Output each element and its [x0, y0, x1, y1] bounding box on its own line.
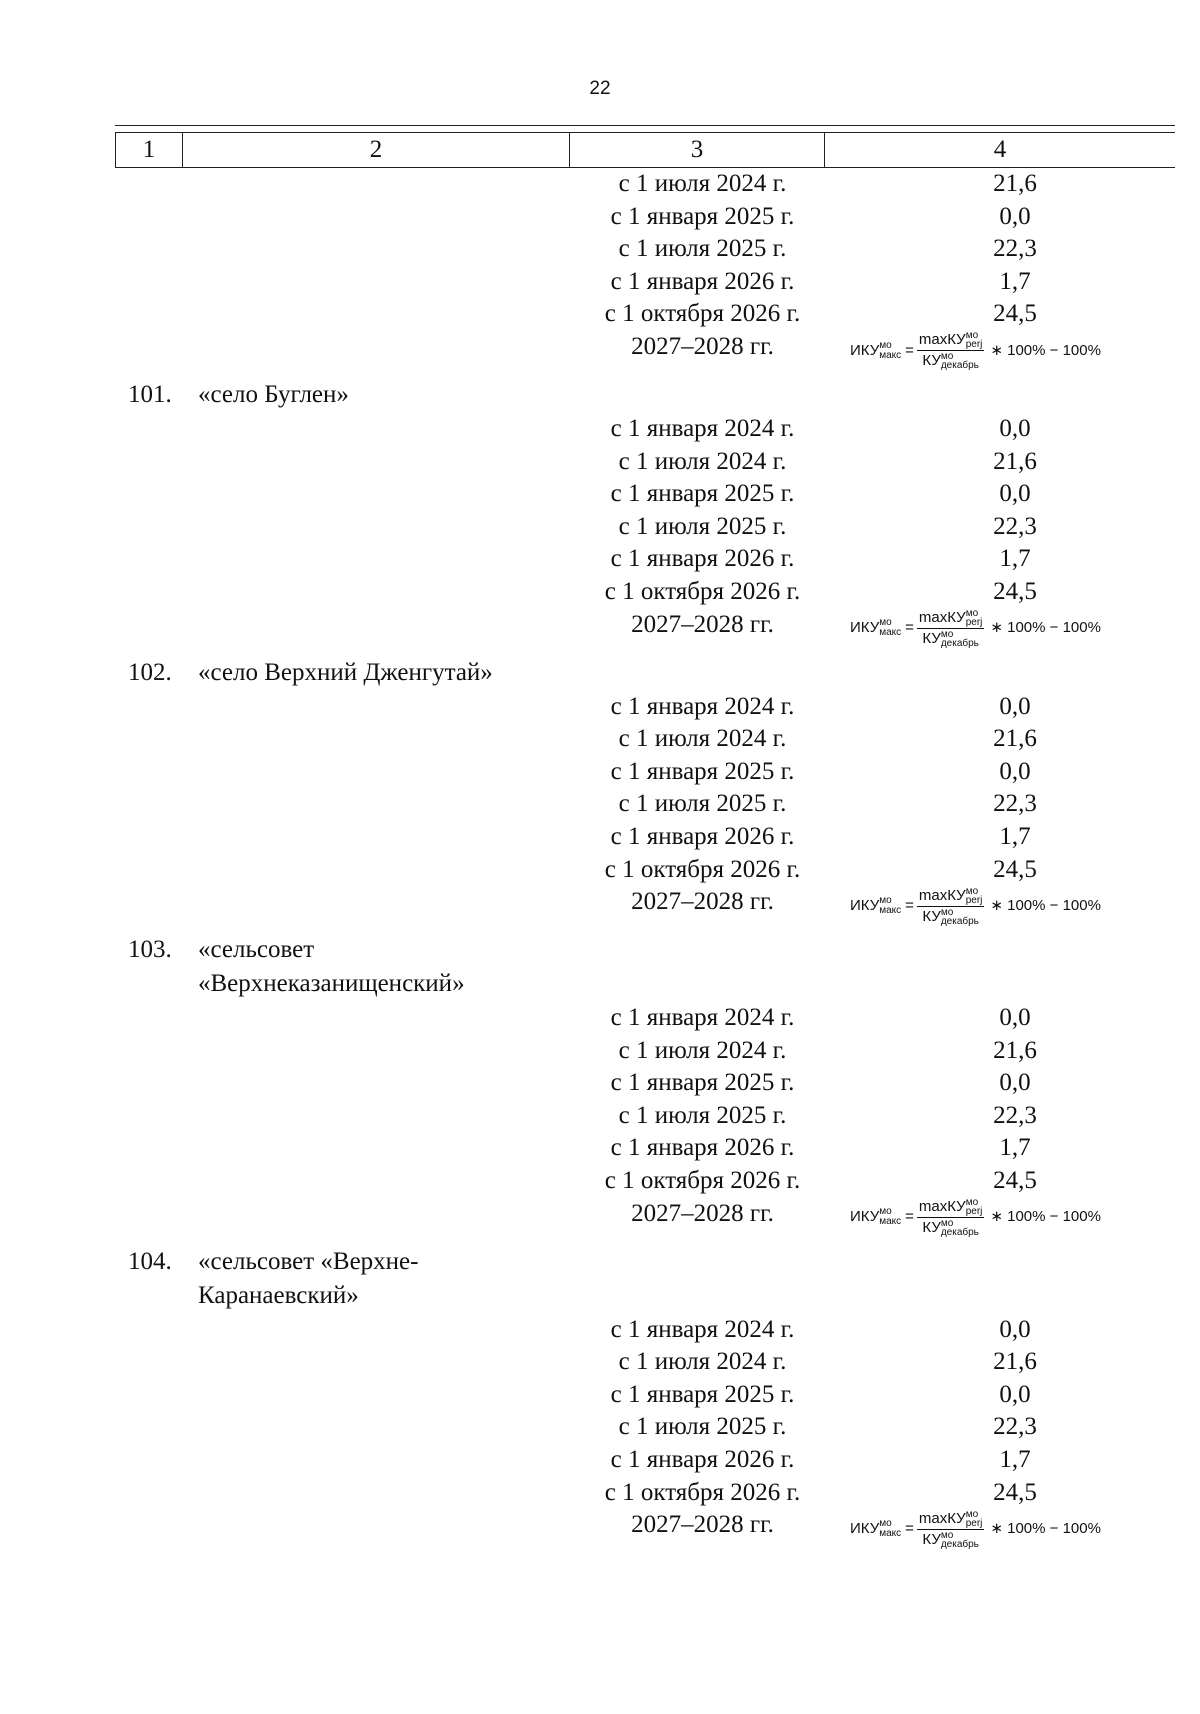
table-row — [0, 543, 1200, 576]
formula-fraction — [917, 609, 984, 648]
formula-period: 2027–2028 гг. — [631, 1511, 774, 1539]
formula-lhs: ИКУ мо макс — [850, 894, 902, 916]
period-date: с 1 июля 2025 г. — [618, 512, 787, 540]
table-row — [0, 1002, 1200, 1035]
period-date: с 1 июля 2024 г. — [618, 1036, 787, 1064]
index-value: 0,0 — [999, 202, 1031, 230]
header-col-4: 4 — [993, 136, 1007, 163]
entry-name: Каранаевский» — [198, 1281, 359, 1309]
table-row — [0, 1314, 1200, 1347]
table-row — [0, 756, 1200, 789]
formula-equals: = — [905, 1519, 914, 1537]
entry-number: 101. — [128, 380, 172, 408]
formula-numerator: maxКУ мо perj — [918, 1508, 983, 1529]
entry-label-row — [0, 1246, 1200, 1280]
period-date: с 1 января 2025 г. — [610, 757, 795, 785]
formula-row — [0, 1509, 1200, 1557]
period-date: с 1 января 2025 г. — [610, 480, 795, 508]
period-date: с 1 января 2026 г. — [610, 545, 795, 573]
tariff-formula — [850, 1192, 1180, 1244]
formula-equals: = — [905, 619, 914, 637]
formula-period: 2027–2028 гг. — [631, 1199, 774, 1227]
entry-number: 104. — [128, 1247, 172, 1275]
page-number: 22 — [589, 78, 611, 99]
formula-row — [0, 609, 1200, 657]
index-value: 0,0 — [999, 1380, 1031, 1408]
formula-period: 2027–2028 гг. — [631, 332, 774, 360]
index-value: 22,3 — [993, 1101, 1037, 1129]
formula-denominator: КУ мо декабрь — [922, 1218, 979, 1239]
index-value: 0,0 — [999, 1315, 1031, 1343]
period-date: с 1 октября 2026 г. — [604, 1167, 801, 1195]
formula-tail: ∗ 100% − 100% — [990, 1519, 1101, 1537]
table-row — [0, 413, 1200, 446]
header-col-1: 1 — [115, 133, 183, 167]
entry-number: 103. — [128, 936, 172, 964]
index-value: 1,7 — [999, 822, 1031, 850]
formula-denominator: КУ мо декабрь — [922, 629, 979, 650]
formula-fraction — [917, 1198, 984, 1237]
top-rule — [115, 125, 1175, 126]
index-value: 21,6 — [993, 447, 1037, 475]
period-date: с 1 июля 2024 г. — [618, 170, 787, 197]
table-row — [0, 723, 1200, 756]
period-date: с 1 июля 2025 г. — [618, 235, 787, 263]
table-row — [0, 233, 1200, 266]
period-date: с 1 июля 2025 г. — [618, 1413, 787, 1441]
entry-label-row — [0, 934, 1200, 968]
formula-equals: = — [905, 341, 914, 359]
formula-fraction — [917, 331, 984, 370]
index-value: 21,6 — [993, 725, 1037, 753]
index-value: 21,6 — [993, 1036, 1037, 1064]
table-body — [0, 168, 1200, 1557]
entry-name: «сельсовет — [198, 936, 315, 964]
index-value: 22,3 — [993, 235, 1037, 263]
table-row — [0, 201, 1200, 234]
tariff-formula — [850, 1503, 1180, 1555]
index-value: 1,7 — [999, 267, 1031, 295]
table-row — [0, 511, 1200, 544]
formula-equals: = — [905, 1208, 914, 1226]
table-row — [0, 1346, 1200, 1379]
period-date: с 1 января 2024 г. — [610, 1315, 795, 1343]
index-value: 24,5 — [993, 577, 1037, 605]
table-row — [0, 788, 1200, 821]
index-value: 21,6 — [993, 1348, 1037, 1376]
table-row — [0, 446, 1200, 479]
period-date: с 1 января 2024 г. — [610, 414, 795, 442]
table-row — [0, 266, 1200, 299]
index-value: 21,6 — [993, 170, 1037, 197]
table-row — [0, 1379, 1200, 1412]
period-date: с 1 января 2025 г. — [610, 202, 795, 230]
entry-name: «Верхнеказанищенский» — [198, 970, 465, 998]
period-date: с 1 октября 2026 г. — [604, 577, 801, 605]
table-row — [0, 821, 1200, 854]
table-row — [0, 1067, 1200, 1100]
period-date: с 1 января 2026 г. — [610, 822, 795, 850]
index-value: 24,5 — [993, 1478, 1037, 1506]
period-date: с 1 июля 2024 г. — [618, 725, 787, 753]
period-date: с 1 июля 2025 г. — [618, 1101, 787, 1129]
formula-tail: ∗ 100% − 100% — [990, 1208, 1101, 1226]
entry-label-row — [0, 1280, 1200, 1314]
table-row — [0, 1100, 1200, 1133]
period-date: с 1 января 2026 г. — [610, 267, 795, 295]
index-value: 0,0 — [999, 692, 1031, 720]
tariff-formula — [850, 880, 1180, 932]
entry-label-row — [0, 968, 1200, 1002]
formula-row — [0, 1198, 1200, 1246]
formula-row — [0, 331, 1200, 379]
entry-name: «сельсовет «Верхне- — [198, 1247, 419, 1275]
entry-label-row — [0, 657, 1200, 691]
formula-tail: ∗ 100% − 100% — [990, 619, 1101, 637]
formula-denominator: КУ мо декабрь — [922, 1529, 979, 1550]
period-date: с 1 октября 2026 г. — [604, 855, 801, 883]
table-row — [0, 168, 1200, 201]
formula-numerator: maxКУ мо perj — [918, 330, 983, 351]
formula-lhs: ИКУ мо макс — [850, 617, 902, 639]
formula-equals: = — [905, 896, 914, 914]
index-value: 24,5 — [993, 1167, 1037, 1195]
formula-lhs: ИКУ мо макс — [850, 1206, 902, 1228]
period-date: с 1 января 2024 г. — [610, 1004, 795, 1032]
formula-period: 2027–2028 гг. — [631, 610, 774, 638]
index-value: 0,0 — [999, 1004, 1031, 1032]
table-row — [0, 1035, 1200, 1068]
formula-denominator: КУ мо декабрь — [922, 906, 979, 927]
header-col-3: 3 — [570, 133, 825, 167]
formula-fraction — [917, 1510, 984, 1549]
formula-numerator: maxКУ мо perj — [918, 885, 983, 906]
table-row — [0, 1411, 1200, 1444]
index-value: 0,0 — [999, 480, 1031, 508]
period-date: с 1 января 2024 г. — [610, 692, 795, 720]
entry-label-row — [0, 379, 1200, 413]
table-header — [115, 132, 1175, 168]
formula-lhs: ИКУ мо макс — [850, 1517, 902, 1539]
index-value: 0,0 — [999, 757, 1031, 785]
index-value: 22,3 — [993, 512, 1037, 540]
entry-name: «село Верхний Дженгутай» — [198, 658, 493, 686]
formula-lhs: ИКУ мо макс — [850, 339, 902, 361]
period-date: с 1 июля 2024 г. — [618, 1348, 787, 1376]
index-value: 1,7 — [999, 1134, 1031, 1162]
header-col-2: 2 — [183, 133, 570, 167]
tariff-formula — [850, 603, 1180, 655]
formula-row — [0, 886, 1200, 934]
table-row — [0, 478, 1200, 511]
entry-name: «село Буглен» — [198, 380, 349, 408]
table-row — [0, 1132, 1200, 1165]
period-date: с 1 января 2025 г. — [610, 1069, 795, 1097]
period-date: с 1 октября 2026 г. — [604, 1478, 801, 1506]
index-value: 24,5 — [993, 300, 1037, 328]
index-value: 22,3 — [993, 1413, 1037, 1441]
period-date: с 1 июля 2025 г. — [618, 790, 787, 818]
formula-period: 2027–2028 гг. — [631, 888, 774, 916]
entry-number: 102. — [128, 658, 172, 686]
index-value: 0,0 — [999, 1069, 1031, 1097]
formula-fraction — [917, 887, 984, 926]
index-value: 1,7 — [999, 1446, 1031, 1474]
table-row — [0, 691, 1200, 724]
formula-denominator: КУ мо декабрь — [922, 351, 979, 372]
table-row — [0, 1444, 1200, 1477]
formula-numerator: maxКУ мо perj — [918, 1197, 983, 1218]
period-date: с 1 января 2026 г. — [610, 1446, 795, 1474]
formula-tail: ∗ 100% − 100% — [990, 896, 1101, 914]
period-date: с 1 июля 2024 г. — [618, 447, 787, 475]
tariff-formula — [850, 325, 1180, 377]
index-value: 22,3 — [993, 790, 1037, 818]
period-date: с 1 октября 2026 г. — [604, 300, 801, 328]
period-date: с 1 января 2025 г. — [610, 1380, 795, 1408]
index-value: 24,5 — [993, 855, 1037, 883]
index-value: 1,7 — [999, 545, 1031, 573]
formula-tail: ∗ 100% − 100% — [990, 341, 1101, 359]
period-date: с 1 января 2026 г. — [610, 1134, 795, 1162]
index-value: 0,0 — [999, 414, 1031, 442]
formula-numerator: maxКУ мо perj — [918, 608, 983, 629]
